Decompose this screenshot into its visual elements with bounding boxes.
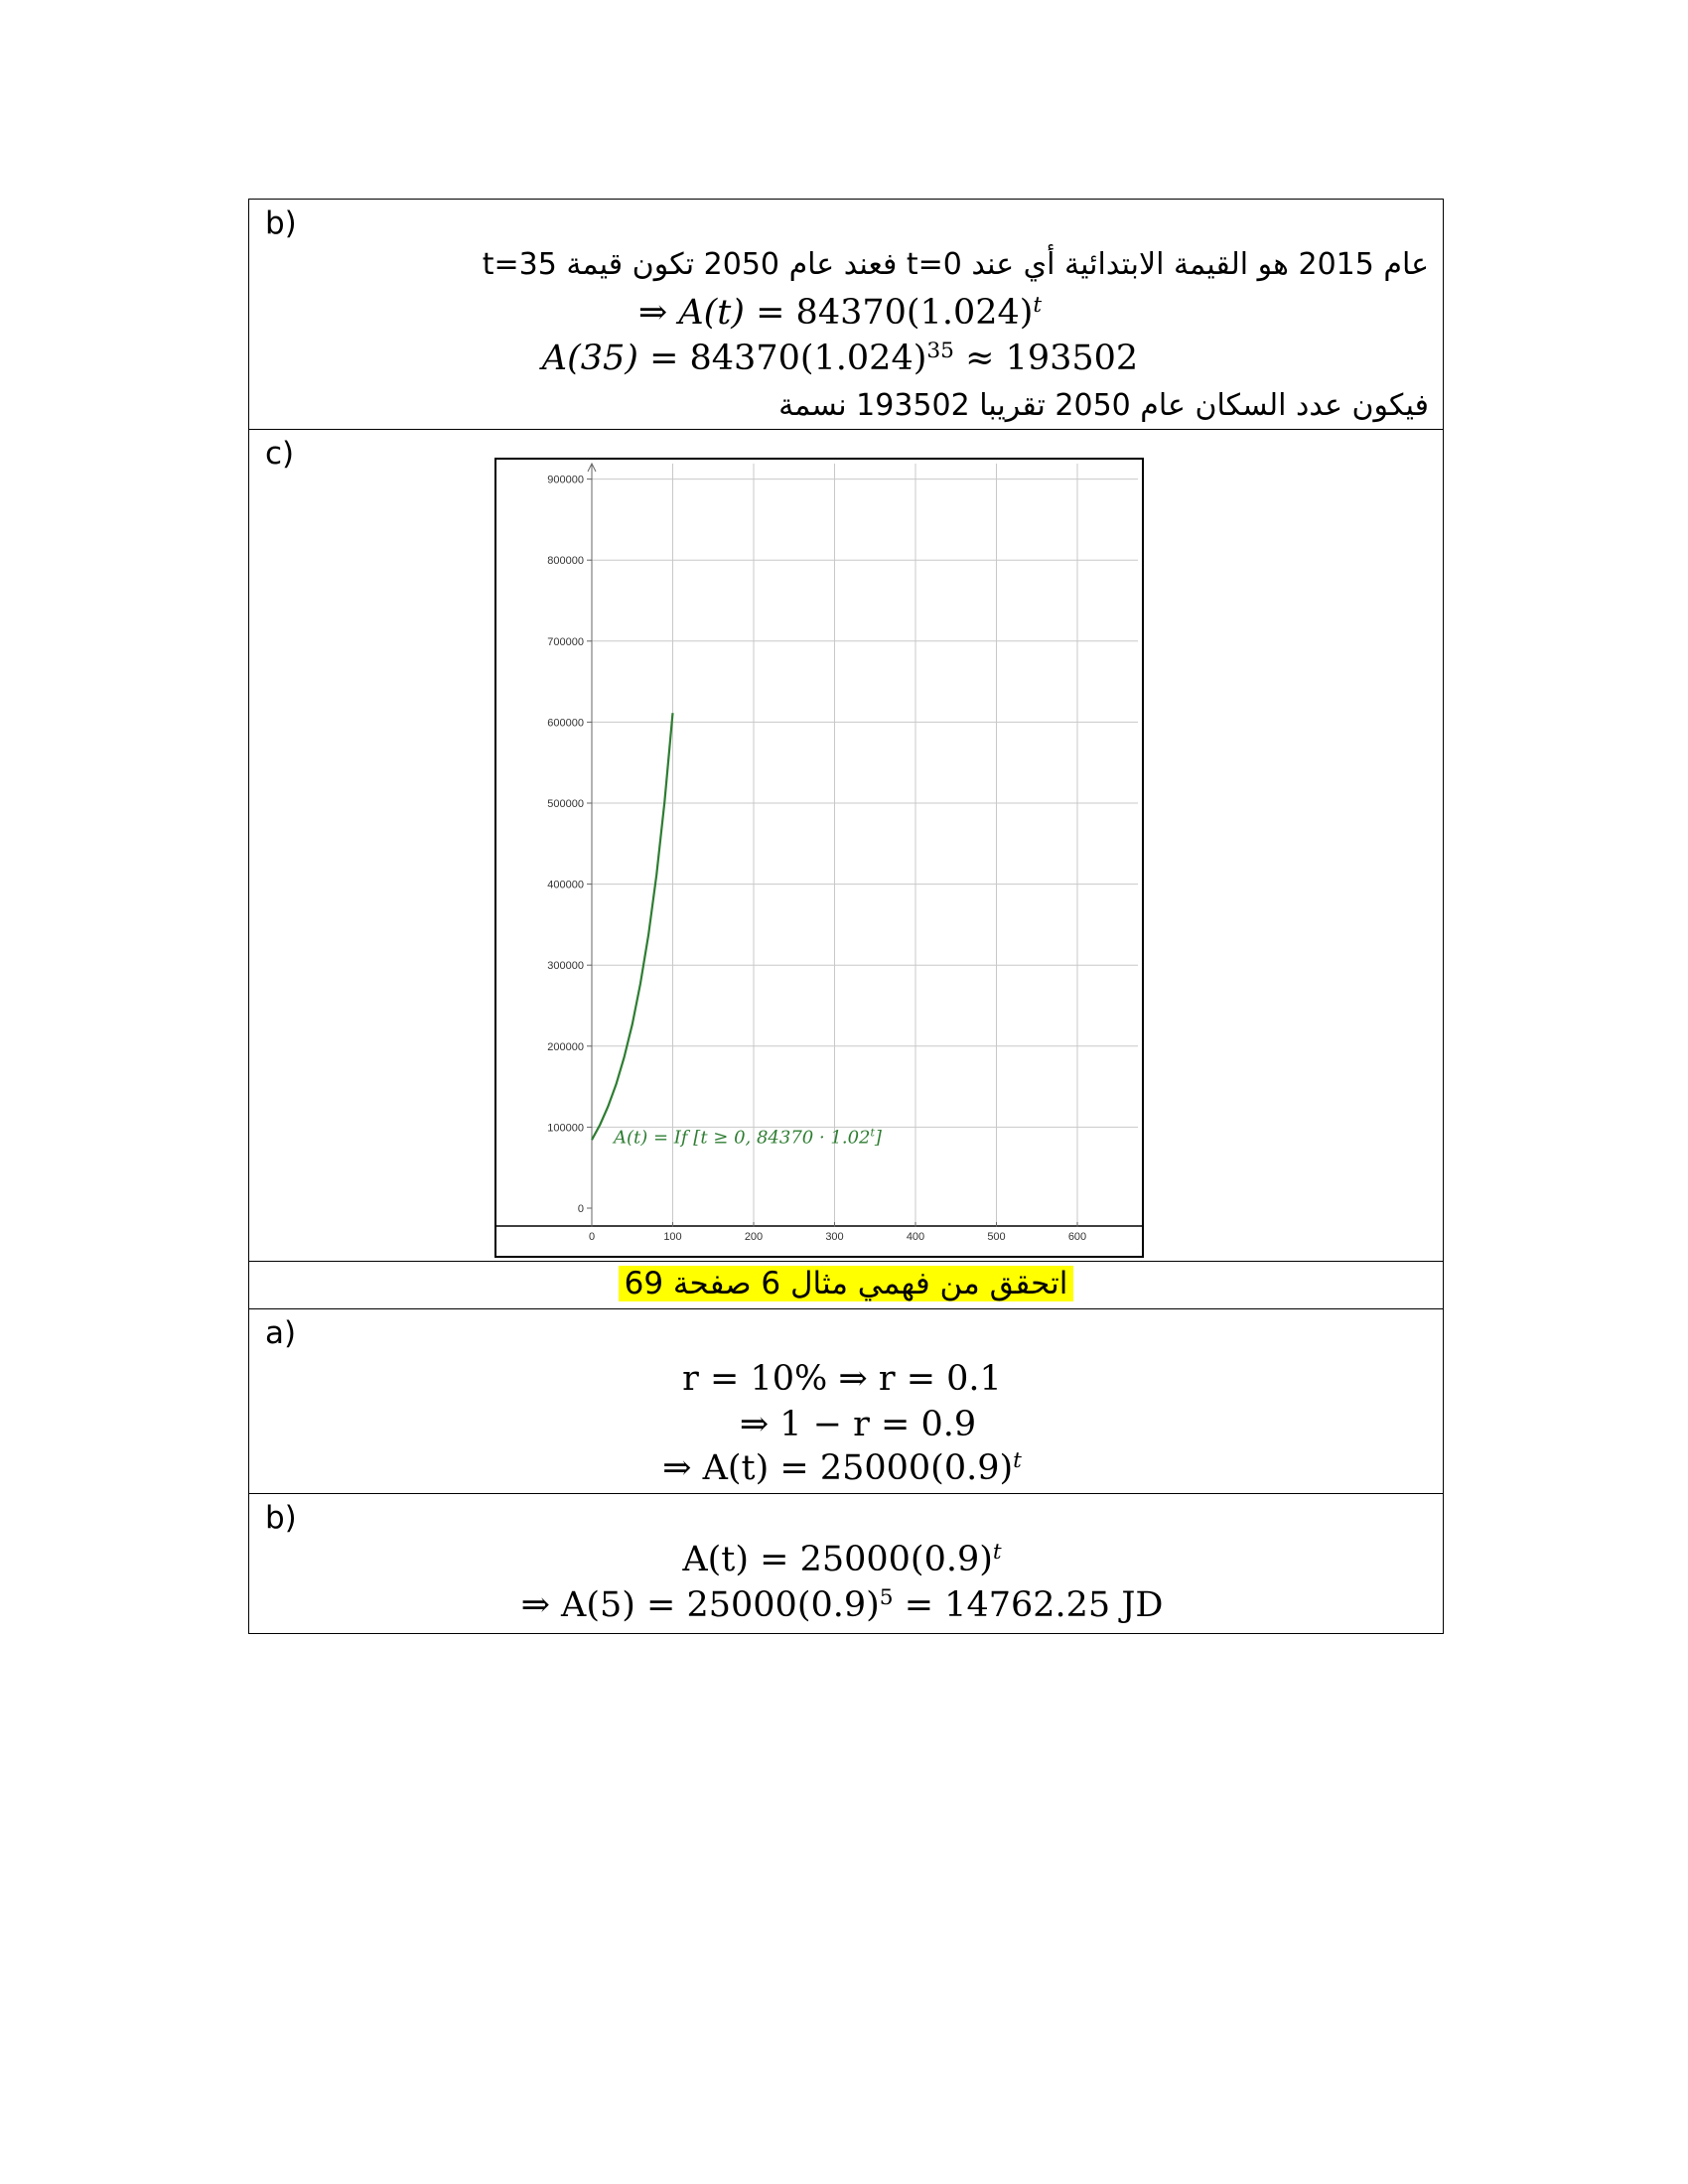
y-tick-label: 0: [577, 1203, 584, 1215]
y-tick-label: 800000: [547, 555, 584, 568]
solution-table: [248, 199, 1444, 1634]
part-label: b): [265, 1500, 297, 1536]
row-part-a: [249, 1309, 1443, 1494]
equation-value-model: $A(t) = 25000(0.9)^t$: [682, 1540, 1002, 1579]
arabic-conclusion-line: فيكون عدد السكان عام 2050 تقريبا 193502 نسمة: [778, 388, 1429, 423]
arabic-explanation-line: عام 2015 هو القيمة الابتدائية أي عند t=0 فعند عام 2050 تكون قيمة t=35: [482, 247, 1429, 282]
row-part-c-graph: [249, 430, 1443, 1262]
x-tick-label: 0: [588, 1231, 596, 1243]
x-tick-label: 100: [663, 1231, 682, 1243]
row-part-b-value: [249, 1494, 1443, 1633]
y-tick-label: 200000: [547, 1040, 584, 1053]
y-tick-label: 300000: [547, 960, 584, 973]
check-understanding-banner: اتحقق من فهمي مثال 6 صفحة 69: [619, 1266, 1074, 1301]
y-tick-label: 500000: [547, 798, 584, 810]
x-tick-label: 300: [825, 1231, 844, 1243]
function-label-bracket: ]: [874, 1127, 882, 1149]
series-line-at: [592, 713, 673, 1140]
part-label: a): [265, 1315, 297, 1351]
x-tick-label: 400: [906, 1231, 925, 1243]
row-part-b-population: [249, 200, 1443, 430]
y-tick-label: 700000: [547, 635, 584, 648]
chart-frame: [494, 458, 1144, 1258]
x-tick-label: 200: [744, 1231, 764, 1243]
y-tick-label: 100000: [547, 1122, 584, 1135]
equation-value-result: ⇒ $A(5) = 25000(0.9)^5 = 14762.25$ JD: [520, 1585, 1164, 1625]
row-banner: [249, 1262, 1443, 1309]
equation-decay-factor: ⇒ 1 − r = 0.9: [739, 1405, 977, 1444]
equation-model: ⇒ $A(t) = 84370(1.024)^t$: [637, 293, 1043, 333]
y-tick-label: 400000: [547, 879, 584, 891]
y-tick-label: 900000: [547, 474, 584, 486]
function-label: A(t) = If [t ≥ 0, $84370 \cdot 1.02^t$]: [614, 1126, 882, 1149]
equation-evaluation: $A(35) = 84370(1.024)^{35} \approx 193502$: [541, 339, 1139, 378]
population-chart: [496, 460, 1142, 1256]
function-label-exponent: t: [870, 1126, 875, 1140]
equation-rate: r = 10% ⇒ r = 0.1: [682, 1359, 1002, 1399]
x-tick-label: 600: [1067, 1231, 1087, 1243]
part-label: b): [265, 205, 297, 241]
part-label: c): [265, 436, 295, 472]
equation-decay-model: ⇒ $A(t) = 25000(0.9)^t$: [662, 1448, 1022, 1488]
x-tick-label: 500: [987, 1231, 1006, 1243]
y-tick-label: 600000: [547, 717, 584, 730]
